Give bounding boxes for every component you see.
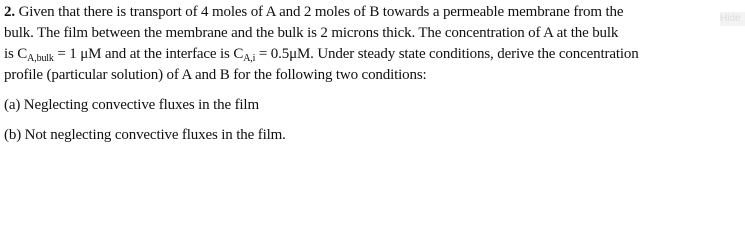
part-b: (b) Not neglecting convective fluxes in the film. xyxy=(4,127,286,143)
statement-line-2: bulk. The film between the membrane and the bulk is 2 microns thick. The concentration of A at the bulk xyxy=(4,25,619,41)
statement-line-3-suffix: = 0.5μM. Under steady state conditions, derive the concentration xyxy=(255,46,639,62)
subscript-bulk: A,bulk xyxy=(27,53,54,64)
faded-hide-label: Hide xyxy=(720,12,745,26)
question-block xyxy=(4,2,716,146)
question-number: 2. xyxy=(4,4,15,20)
subscript-interface: A,i xyxy=(243,53,256,64)
question-statement xyxy=(4,2,716,86)
part-a: (a) Neglecting convective fluxes in the film xyxy=(4,97,259,113)
statement-line-3-prefix: is C xyxy=(4,46,28,62)
statement-line-1: Given that there is transport of 4 moles of A and 2 moles of B towards a permeable membrane from the xyxy=(18,4,624,20)
statement-line-3-mid: = 1 μM and at the interface is C xyxy=(53,46,244,62)
statement-line-4: profile (particular solution) of A and B for the following two conditions: xyxy=(4,67,427,83)
